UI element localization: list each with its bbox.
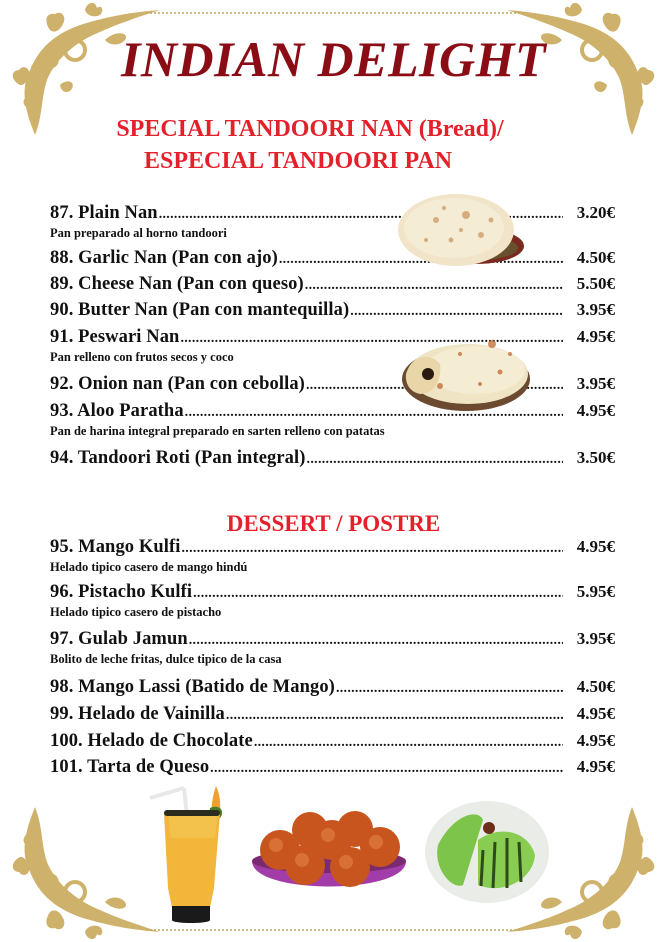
item-name: 101. Tarta de Queso bbox=[50, 757, 210, 777]
top-dotted-border bbox=[145, 12, 523, 14]
menu-item bbox=[50, 248, 615, 270]
item-description: Bolito de leche fritas, dulce tipico de la casa bbox=[50, 652, 282, 666]
dot-leader bbox=[305, 278, 563, 294]
item-price: 4.50€ bbox=[576, 677, 615, 696]
item-price: 5.50€ bbox=[576, 274, 615, 293]
dot-leader bbox=[307, 452, 563, 468]
dot-leader bbox=[254, 735, 563, 751]
dot-leader bbox=[210, 761, 563, 777]
item-name: 95. Mango Kulfi bbox=[50, 537, 181, 557]
item-price: 4.95€ bbox=[576, 537, 615, 556]
item-price: 4.95€ bbox=[576, 757, 615, 776]
item-price: 3.95€ bbox=[576, 300, 615, 319]
item-name: 91. Peswari Nan bbox=[50, 327, 180, 347]
section-title-line-2: ESPECIAL TANDOORI PAN bbox=[143, 148, 453, 174]
item-price: 3.50€ bbox=[576, 448, 615, 467]
menu-item bbox=[50, 448, 615, 470]
menu-item bbox=[50, 677, 615, 699]
dot-leader bbox=[226, 708, 563, 724]
item-description: Pan preparado al horno tandoori bbox=[50, 226, 227, 240]
item-name: 90. Butter Nan (Pan con mantequilla) bbox=[50, 300, 350, 320]
restaurant-title: INDIAN DELIGHT bbox=[120, 31, 547, 87]
item-name: 96. Pistacho Kulfi bbox=[50, 582, 193, 602]
menu-item bbox=[50, 300, 615, 322]
item-name: 88. Garlic Nan (Pan con ajo) bbox=[50, 248, 278, 268]
dot-leader bbox=[189, 633, 563, 649]
item-name: 97. Gulab Jamun bbox=[50, 629, 188, 649]
item-name: 99. Helado de Vainilla bbox=[50, 704, 225, 724]
item-name: 89. Cheese Nan (Pan con queso) bbox=[50, 274, 304, 294]
pistacho-kulfi-photo bbox=[423, 800, 551, 904]
item-price: 4.95€ bbox=[576, 327, 615, 346]
item-name: 100. Helado de Chocolate bbox=[50, 731, 253, 751]
peswari-nan-photo bbox=[400, 334, 532, 414]
mango-lassi-photo bbox=[148, 778, 234, 928]
item-description: Pan de harina integral preparado en sarten relleno con patatas bbox=[50, 424, 385, 438]
gulab-jamun-photo bbox=[250, 805, 408, 897]
section-title-dessert: DESSERT / POSTRE bbox=[226, 511, 441, 536]
gold-ornament-bottom-left-icon bbox=[5, 802, 165, 942]
item-price: 4.95€ bbox=[576, 731, 615, 750]
menu-item bbox=[50, 582, 615, 620]
item-price: 3.20€ bbox=[576, 203, 615, 222]
item-description: Pan relleno con frutos secos y coco bbox=[50, 350, 234, 364]
item-price: 4.95€ bbox=[576, 704, 615, 723]
item-name: 87. Plain Nan bbox=[50, 203, 158, 223]
dot-leader bbox=[182, 541, 564, 557]
item-name: 93. Aloo Paratha bbox=[50, 401, 184, 421]
item-description: Helado tipico casero de mango hindú bbox=[50, 560, 248, 574]
menu-item bbox=[50, 537, 615, 575]
menu-item bbox=[50, 731, 615, 753]
menu-item bbox=[50, 274, 615, 296]
bottom-dotted-border bbox=[145, 929, 523, 931]
menu-item bbox=[50, 704, 615, 726]
item-price: 3.95€ bbox=[576, 629, 615, 648]
dot-leader bbox=[336, 681, 563, 697]
item-description: Helado tipico casero de pistacho bbox=[50, 605, 222, 619]
item-price: 3.95€ bbox=[576, 374, 615, 393]
menu-item bbox=[50, 757, 615, 779]
plain-nan-photo bbox=[396, 190, 528, 272]
menu-item bbox=[50, 629, 615, 667]
dot-leader bbox=[193, 586, 563, 602]
section-title-line-1: SPECIAL TANDOORI NAN (Bread)/ bbox=[116, 116, 504, 142]
item-price: 5.95€ bbox=[576, 582, 615, 601]
item-name: 98. Mango Lassi (Batido de Mango) bbox=[50, 677, 335, 697]
item-price: 4.50€ bbox=[576, 248, 615, 267]
section-title-tandoori-nan bbox=[100, 113, 520, 177]
item-name: 92. Onion nan (Pan con cebolla) bbox=[50, 374, 305, 394]
dot-leader bbox=[350, 304, 563, 320]
item-name: 94. Tandoori Roti (Pan integral) bbox=[50, 448, 306, 468]
menu-item bbox=[50, 203, 615, 241]
item-price: 4.95€ bbox=[576, 401, 615, 420]
